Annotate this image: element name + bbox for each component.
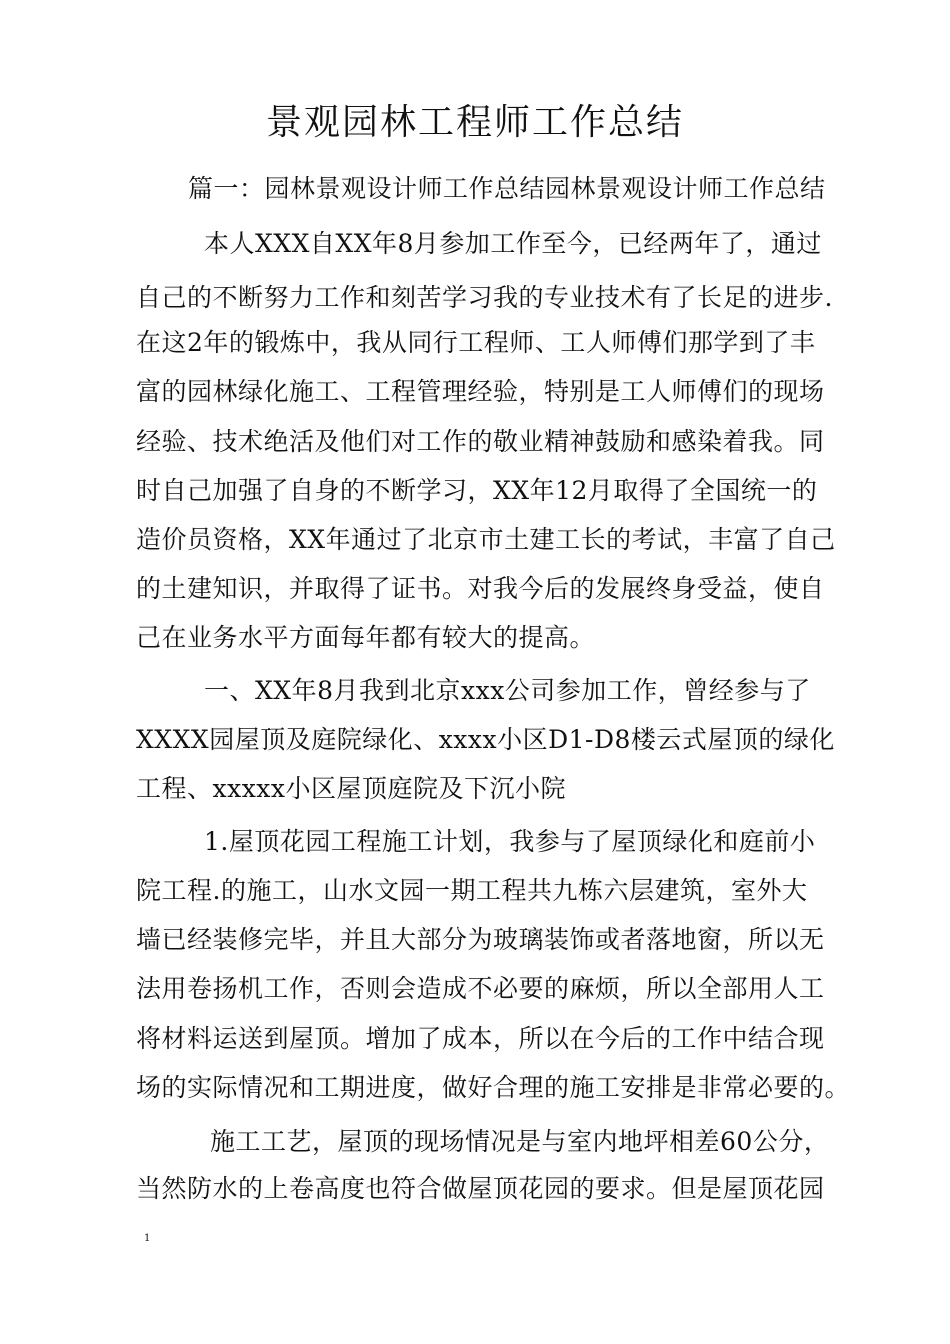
text-line: 造价员资格，XX年通过了北京市土建工长的考试，丰富了自己 bbox=[136, 525, 836, 554]
text-line: 院工程.的施工，山水文园一期工程共九栋六层建筑，室外大 bbox=[136, 876, 808, 905]
text-line: 经验、技术绝活及他们对工作的敬业精神鼓励和感染着我。同 bbox=[136, 427, 825, 456]
text-line: 的土建知识，并取得了证书。对我今后的发展终身受益，使自 bbox=[136, 574, 825, 603]
text-line: 工程、xxxxx小区屋顶庭院及下沉小院 bbox=[136, 774, 566, 803]
page-number: 1 bbox=[144, 1233, 151, 1244]
text-line: 法用卷扬机工作，否则会造成不必要的麻烦，所以全部用人工 bbox=[136, 974, 825, 1003]
document-title: 景观园林工程师工作总结 bbox=[265, 102, 684, 143]
text-line: 自己的不断努力工作和刻苦学习我的专业技术有了长足的进步. bbox=[136, 283, 833, 312]
text-line: 将材料运送到屋顶。增加了成本，所以在今后的工作中结合现 bbox=[136, 1024, 825, 1053]
text-line: 一、XX年8月我到北京xxx公司参加工作，曾经参与了 bbox=[204, 676, 811, 705]
text-line: 施工工艺，屋顶的现场情况是与室内地坪相差60公分， bbox=[210, 1127, 830, 1156]
text-line: 富的园林绿化施工、工程管理经验，特别是工人师傅们的现场 bbox=[136, 377, 825, 406]
text-line: 己在业务水平方面每年都有较大的提高。 bbox=[136, 623, 596, 652]
subheading-line: 篇一：园林景观设计师工作总结园林景观设计师工作总结 bbox=[188, 174, 826, 203]
text-line: 1.屋顶花园工程施工计划，我参与了屋顶绿化和庭前小 bbox=[204, 827, 816, 856]
text-line: 场的实际情况和工期进度，做好合理的施工安排是非常必要的。 bbox=[136, 1073, 851, 1102]
text-line: 本人XXX自XX年8月参加工作至今，已经两年了，通过 bbox=[204, 229, 822, 258]
text-line: 墙已经装修完毕，并且大部分为玻璃装饰或者落地窗，所以无 bbox=[136, 925, 825, 954]
text-line: XXXX园屋顶及庭院绿化、xxxx小区D1-D8楼云式屋顶的绿化 bbox=[136, 725, 835, 754]
text-line: 时自己加强了自身的不断学习，XX年12月取得了全国统一的 bbox=[136, 476, 818, 505]
text-line: 当然防水的上卷高度也符合做屋顶花园的要求。但是屋顶花园 bbox=[136, 1174, 825, 1203]
text-line: 在这2年的锻炼中，我从同行工程师、工人师傅们那学到了丰 bbox=[136, 328, 816, 357]
